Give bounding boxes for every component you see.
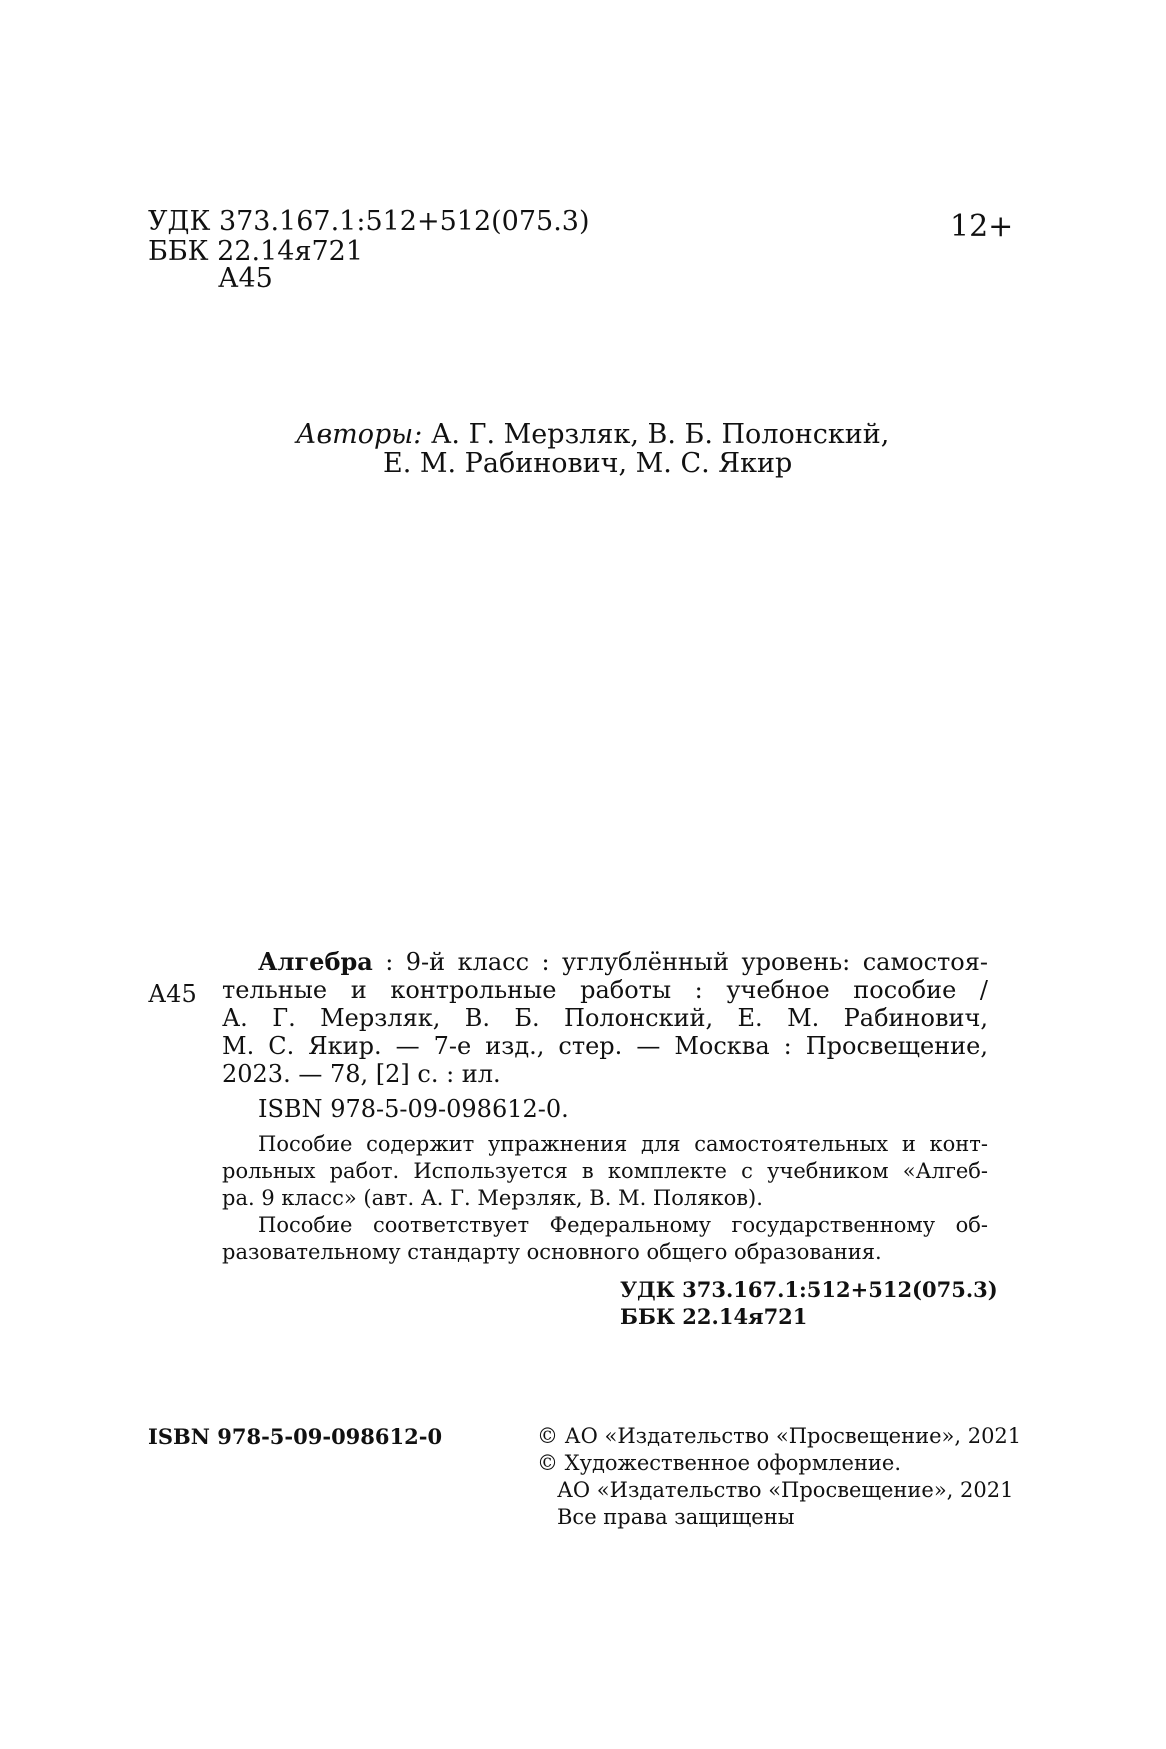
age-rating: 12+: [950, 209, 1014, 244]
authors-names-1: А. Г. Мерзляк, В. Б. Полонский,: [422, 419, 890, 450]
catalog-bbk: ББК 22.14я721: [620, 1304, 808, 1329]
catalog-author-sign: А45: [148, 980, 197, 1008]
copyright-publisher: © АО «Издательство «Просвещение», 2021: [537, 1424, 1022, 1448]
authors-line-1: [296, 420, 889, 450]
catalog-line-5: 2023. — 78, [2] с. : ил.: [222, 1060, 501, 1088]
footer-isbn: ISBN 978-5-09-098612-0: [148, 1424, 443, 1449]
annotation-line: Пособие содержит упражнения для самостоятельных и конт-: [258, 1132, 988, 1156]
copyright-design: © Художественное оформление.: [537, 1451, 902, 1475]
catalog-udk: УДК 373.167.1:512+512(075.3): [620, 1277, 998, 1302]
catalog-isbn: ISBN 978-5-09-098612-0.: [258, 1095, 569, 1123]
annotation-line: Пособие соответствует Федеральному государственному об-: [258, 1213, 988, 1237]
catalog-line-1-rest: : 9-й класс : углублённый уровень: самостоя-: [372, 948, 988, 976]
authors-label: Авторы:: [296, 419, 423, 450]
author-sign: А45: [218, 263, 273, 294]
catalog-line-4: М. С. Якир. — 7-е изд., стер. — Москва : Просвещение,: [222, 1032, 988, 1060]
rights-reserved: Все права защищены: [557, 1505, 795, 1529]
authors-line-2: Е. М. Рабинович, М. С. Якир: [383, 448, 793, 479]
bbk-code: ББК 22.14я721: [148, 236, 364, 267]
catalog-line-1: [258, 948, 988, 976]
annotation-line: ра. 9 класс» (авт. А. Г. Мерзляк, В. М. Поляков).: [222, 1186, 763, 1210]
catalog-line-2: тельные и контрольные работы : учебное пособие /: [222, 976, 988, 1004]
catalog-line-3: А. Г. Мерзляк, В. Б. Полонский, Е. М. Рабинович,: [222, 1004, 988, 1032]
annotation-line: рольных работ. Используется в комплекте с учебником «Алгеб-: [222, 1159, 988, 1183]
udk-code: УДК 373.167.1:512+512(075.3): [148, 206, 590, 237]
annotation-line: разовательному стандарту основного общего образования.: [222, 1240, 882, 1264]
copyright-design-owner: АО «Издательство «Просвещение», 2021: [557, 1478, 1014, 1502]
book-title: Алгебра: [258, 947, 373, 976]
